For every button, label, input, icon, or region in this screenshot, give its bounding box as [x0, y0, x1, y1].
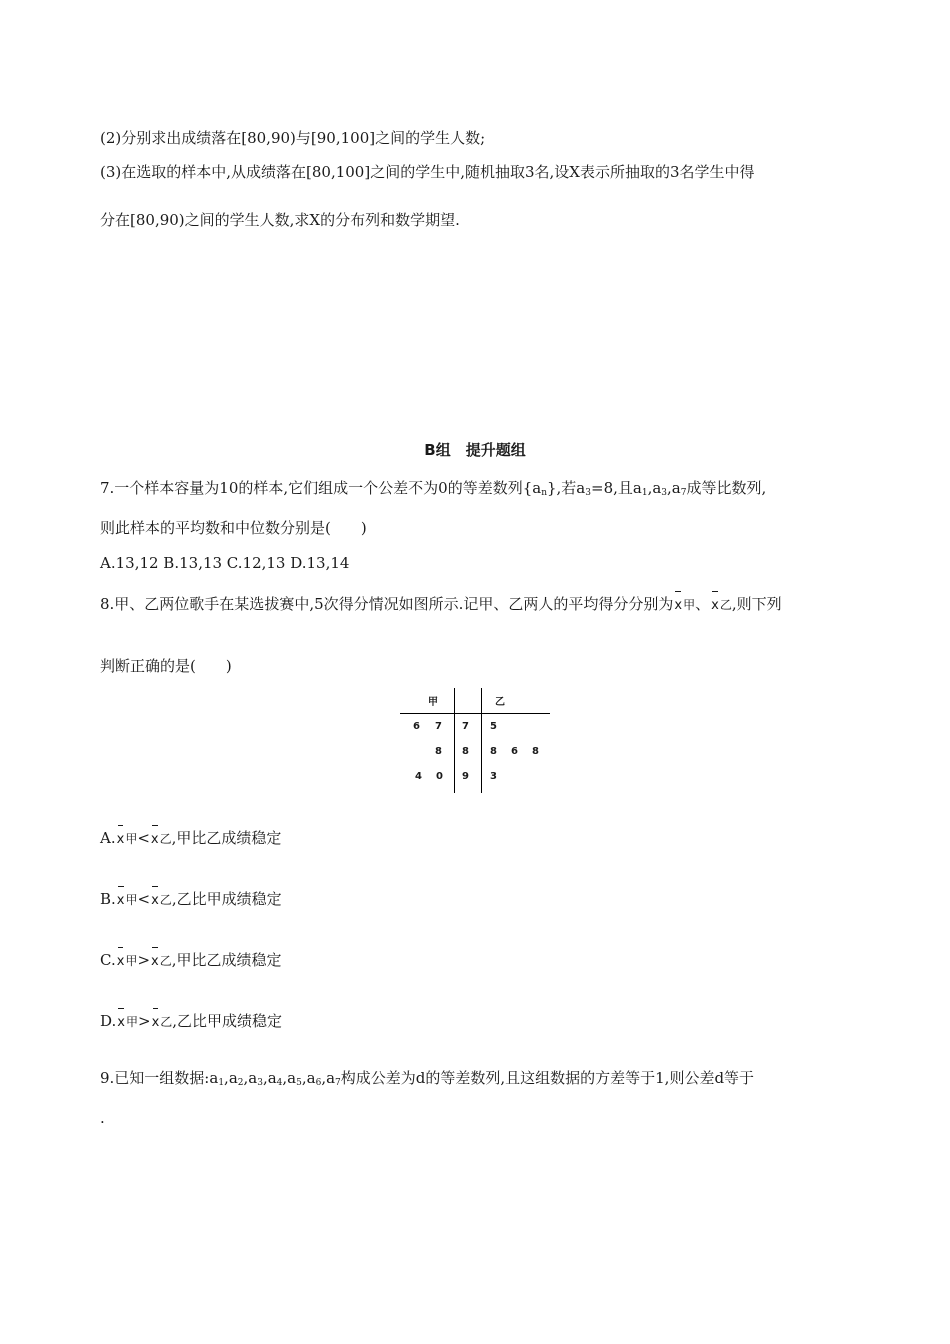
q7-text-b: },若a — [547, 479, 586, 497]
q6-part3-line1: (3)在选取的样本中,从成绩落在[80,100]之间的学生中,随机抽取3名,设X表示所抽取的3名学生中得 — [100, 163, 755, 181]
q7-sub-1: 1 — [641, 488, 648, 498]
leaf-yi-r3-1: 3 — [490, 771, 497, 782]
xbar-yi: x — [150, 891, 160, 911]
q8-sep: 、 — [695, 595, 711, 613]
leaf-yi-r2-1: 8 — [490, 746, 497, 757]
q7-options: A.13,12 B.13,13 C.12,13 D.13,14 — [100, 554, 350, 572]
xbar-jia: x — [673, 596, 683, 616]
q9-sub: 4 — [276, 1078, 283, 1088]
option-letter: D. — [100, 1012, 117, 1030]
q7-text-e: ,a — [667, 479, 681, 497]
sub-yi: 乙 — [160, 1015, 173, 1029]
q8-option-b — [100, 889, 282, 911]
leaf-yi-r2-2: 6 — [511, 746, 518, 757]
header-rule — [400, 713, 550, 714]
stem-leaf-plot — [400, 688, 550, 793]
q7-text-a: 7.一个样本容量为10的样本,它们组成一个公差不为0的等差数列{a — [100, 479, 542, 497]
q7-line2: 则此样本的平均数和中位数分别是( ) — [100, 519, 367, 537]
leaf-jia-r2-1: 8 — [435, 746, 442, 757]
leaf-jia-r1-1: 6 — [413, 721, 420, 732]
sub-jia: 甲 — [125, 832, 138, 846]
relation: > — [137, 1012, 151, 1030]
q6-part2: (2)分别求出成绩落在[80,90)与[90,100]之间的学生人数; — [100, 129, 486, 147]
sub-jia: 甲 — [125, 954, 138, 968]
option-text: ,甲比乙成绩稳定 — [171, 951, 282, 969]
q9-line1: 9.已知一组数据$:a_1,a_2,a_3,a_4,a_5,a_6,a_7$构成公差为d的等差数列,且这组数据的方差等于1,则公差d等于 — [100, 1069, 755, 1088]
relation: < — [137, 829, 150, 847]
xbar-yi: x — [710, 596, 720, 616]
q8-text-b: ,则下列 — [731, 595, 782, 613]
option-text: ,乙比甲成绩稳定 — [172, 1012, 283, 1030]
q9-sub: 2 — [237, 1078, 244, 1088]
q9-sub: 6 — [315, 1078, 322, 1088]
q9-sub: 1 — [218, 1078, 225, 1088]
q8-line1 — [100, 594, 782, 616]
xbar-jia: x — [116, 952, 126, 972]
sub-yi: 乙 — [159, 954, 172, 968]
q8-option-a — [100, 828, 281, 850]
relation: < — [137, 890, 151, 908]
q7-text-c: =8,且a — [591, 479, 642, 497]
section-title: B组 提升题组 — [424, 441, 526, 459]
leaf-jia-r3-2: 0 — [436, 771, 443, 782]
sub-jia: 甲 — [125, 893, 138, 907]
sub-yi: 乙 — [159, 832, 172, 846]
q7-text-f: 成等比数列, — [686, 479, 767, 497]
q8-option-d — [100, 1011, 282, 1033]
header-jia: 甲 — [428, 697, 438, 708]
option-text: ,乙比甲成绩稳定 — [171, 890, 282, 908]
option-letter: C. — [100, 951, 116, 969]
divider-right — [481, 688, 482, 793]
xbar-jia: x — [116, 1013, 126, 1033]
relation: > — [137, 951, 151, 969]
option-letter: B. — [100, 890, 116, 908]
sub-jia: 甲 — [683, 598, 696, 612]
sub-jia: 甲 — [125, 1015, 138, 1029]
q7-sub-3b: 3 — [661, 488, 668, 498]
q9-sub: 7 — [335, 1078, 341, 1088]
divider-left — [454, 688, 455, 793]
stem-r3: 9 — [462, 771, 469, 782]
q8-option-c — [100, 950, 282, 972]
leaf-jia-r1-2: 7 — [435, 721, 442, 732]
sub-yi: 乙 — [159, 893, 172, 907]
q7-text-d: ,a — [647, 479, 662, 497]
xbar-yi: x — [151, 1013, 161, 1033]
q9-sub: 3 — [257, 1078, 263, 1088]
q8-text-a: 8.甲、乙两位歌手在某选拔赛中,5次得分情况如图所示.记甲、乙两人的平均得分分别为 — [100, 595, 674, 613]
xbar-jia: x — [116, 891, 126, 911]
q7-line1 — [100, 478, 766, 503]
option-text: ,甲比乙成绩稳定 — [171, 829, 282, 847]
q9-sub: 5 — [296, 1078, 302, 1088]
q7-sub-3: 3 — [585, 488, 591, 498]
xbar-yi: x — [150, 952, 160, 972]
xbar-jia: x — [116, 830, 126, 850]
q6-part3-line2: 分在[80,90)之间的学生人数,求X的分布列和数学期望. — [100, 211, 460, 229]
leaf-jia-r3-1: 4 — [415, 771, 422, 782]
leaf-yi-r1-1: 5 — [490, 721, 497, 732]
q7-sub-n: n — [541, 488, 547, 498]
q7-sub-7: 7 — [680, 488, 687, 498]
stem-r2: 8 — [462, 746, 469, 757]
stem-r1: 7 — [462, 721, 469, 732]
sub-yi: 乙 — [719, 598, 732, 612]
leaf-yi-r2-3: 8 — [532, 746, 539, 757]
xbar-yi: x — [150, 830, 160, 850]
q9-text-a: 9.已知一组数据:a — [100, 1069, 219, 1087]
option-letter: A. — [100, 829, 116, 847]
q9-text-b: 构成公差为d的等差数列,且这组数据的方差等于1,则公差d等于 — [340, 1069, 755, 1087]
header-yi: 乙 — [495, 697, 505, 708]
q8-line2: 判断正确的是( ) — [100, 657, 232, 675]
q9-line2: . — [100, 1109, 105, 1127]
